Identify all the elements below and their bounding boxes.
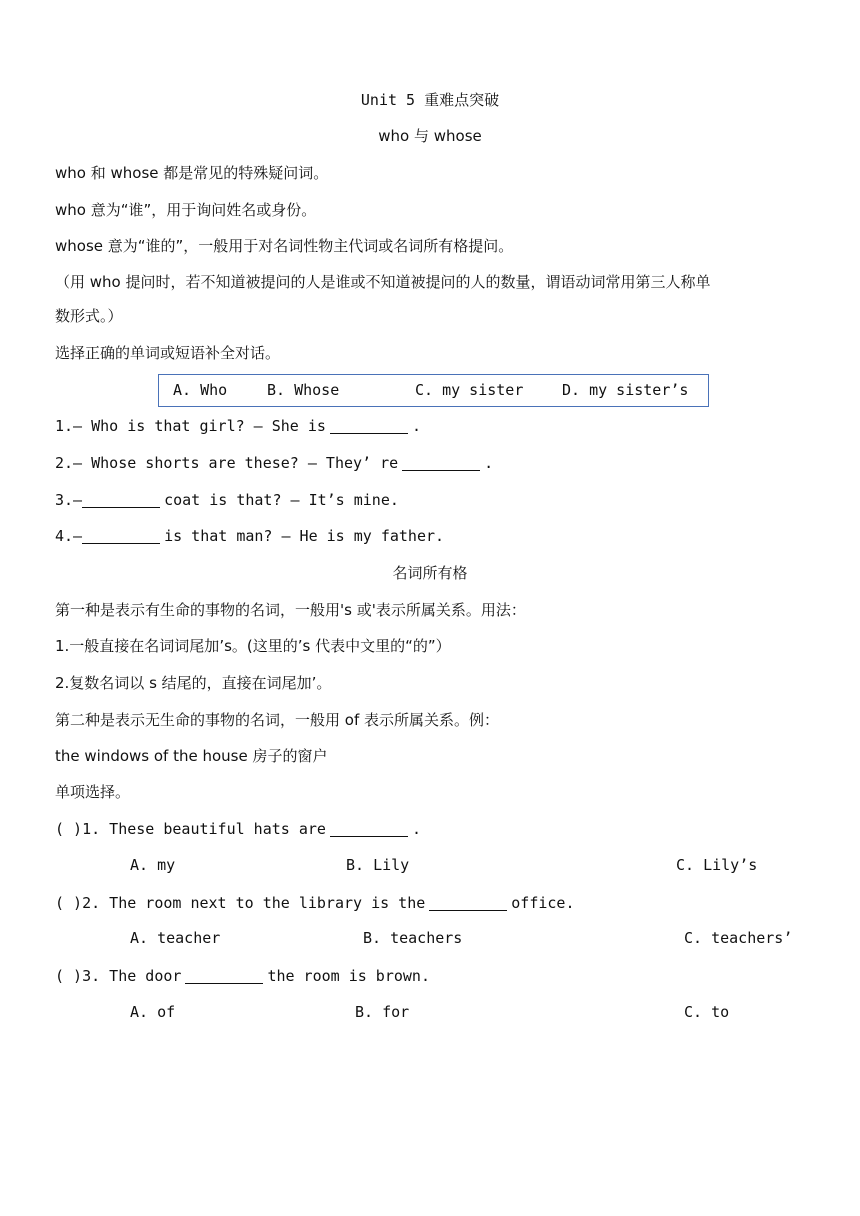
choice-a: A. Who — [173, 381, 228, 399]
rule-line: 第一种是表示有生命的事物的名词，一般用's 或'表示所属关系。用法： — [55, 601, 526, 619]
question-item: ( )1. These beautiful hats are . — [55, 820, 421, 838]
note-line: （用 who 提问时，若不知道被提问的人是谁或不知道被提问的人的数量，谓语动词常用第三人称单 — [55, 273, 711, 291]
rule-line: 2.复数名词以 s 结尾的，直接在词尾加’。 — [55, 674, 332, 692]
option-c: C. teachers’ — [684, 929, 793, 947]
option-b: B. for — [355, 1003, 410, 1021]
dialog-item: 3.— coat is that? — It’s mine. — [55, 491, 399, 509]
example-line: the windows of the house 房子的窗户 — [55, 747, 328, 765]
answer-blank — [185, 968, 263, 984]
dialog-item: 2.— Whose shorts are these? — They’ re . — [55, 454, 494, 472]
exercise-instruction: 选择正确的单词或短语补全对话。 — [55, 344, 281, 362]
question-item: ( )3. The door the room is brown. — [55, 967, 430, 985]
page-title: Unit 5 重难点突破 — [360, 91, 500, 109]
exercise-instruction: 单项选择。 — [55, 783, 131, 801]
option-a: A. teacher — [130, 929, 221, 947]
note-line: 数形式。） — [55, 307, 123, 325]
answer-blank — [402, 455, 480, 471]
choice-b: B. Whose — [267, 381, 340, 399]
choice-c: C. my sister — [415, 381, 524, 399]
option-b: B. Lily — [346, 856, 410, 874]
answer-blank — [82, 528, 160, 544]
option-a: A. my — [130, 856, 176, 874]
question-item: ( )2. The room next to the library is the office. — [55, 894, 575, 912]
dialog-item: 4.— is that man? — He is my father. — [55, 527, 445, 545]
answer-blank — [429, 895, 507, 911]
choices-box — [158, 374, 709, 407]
option-c: C. to — [684, 1003, 730, 1021]
section-heading-who-whose: who 与 whose — [378, 127, 482, 145]
choice-d: D. my sister’s — [562, 381, 689, 399]
rule-line: 1.一般直接在名词词尾加’s。(这里的’s 代表中文里的“的”） — [55, 637, 451, 655]
answer-blank — [330, 821, 408, 837]
intro-line: who 意为“谁”，用于询问姓名或身份。 — [55, 201, 317, 219]
intro-line: whose 意为“谁的”，一般用于对名词性物主代词或名词所有格提问。 — [55, 237, 514, 255]
answer-blank — [82, 492, 160, 508]
section-heading-possessive: 名词所有格 — [392, 564, 468, 582]
intro-line: who 和 whose 都是常见的特殊疑问词。 — [55, 164, 329, 182]
option-b: B. teachers — [363, 929, 463, 947]
dialog-item: 1.— Who is that girl? — She is . — [55, 417, 421, 435]
option-a: A. of — [130, 1003, 176, 1021]
rule-line: 第二种是表示无生命的事物的名词，一般用 of 表示所属关系。例： — [55, 711, 499, 729]
answer-blank — [330, 418, 408, 434]
option-c: C. Lily’s — [676, 856, 758, 874]
